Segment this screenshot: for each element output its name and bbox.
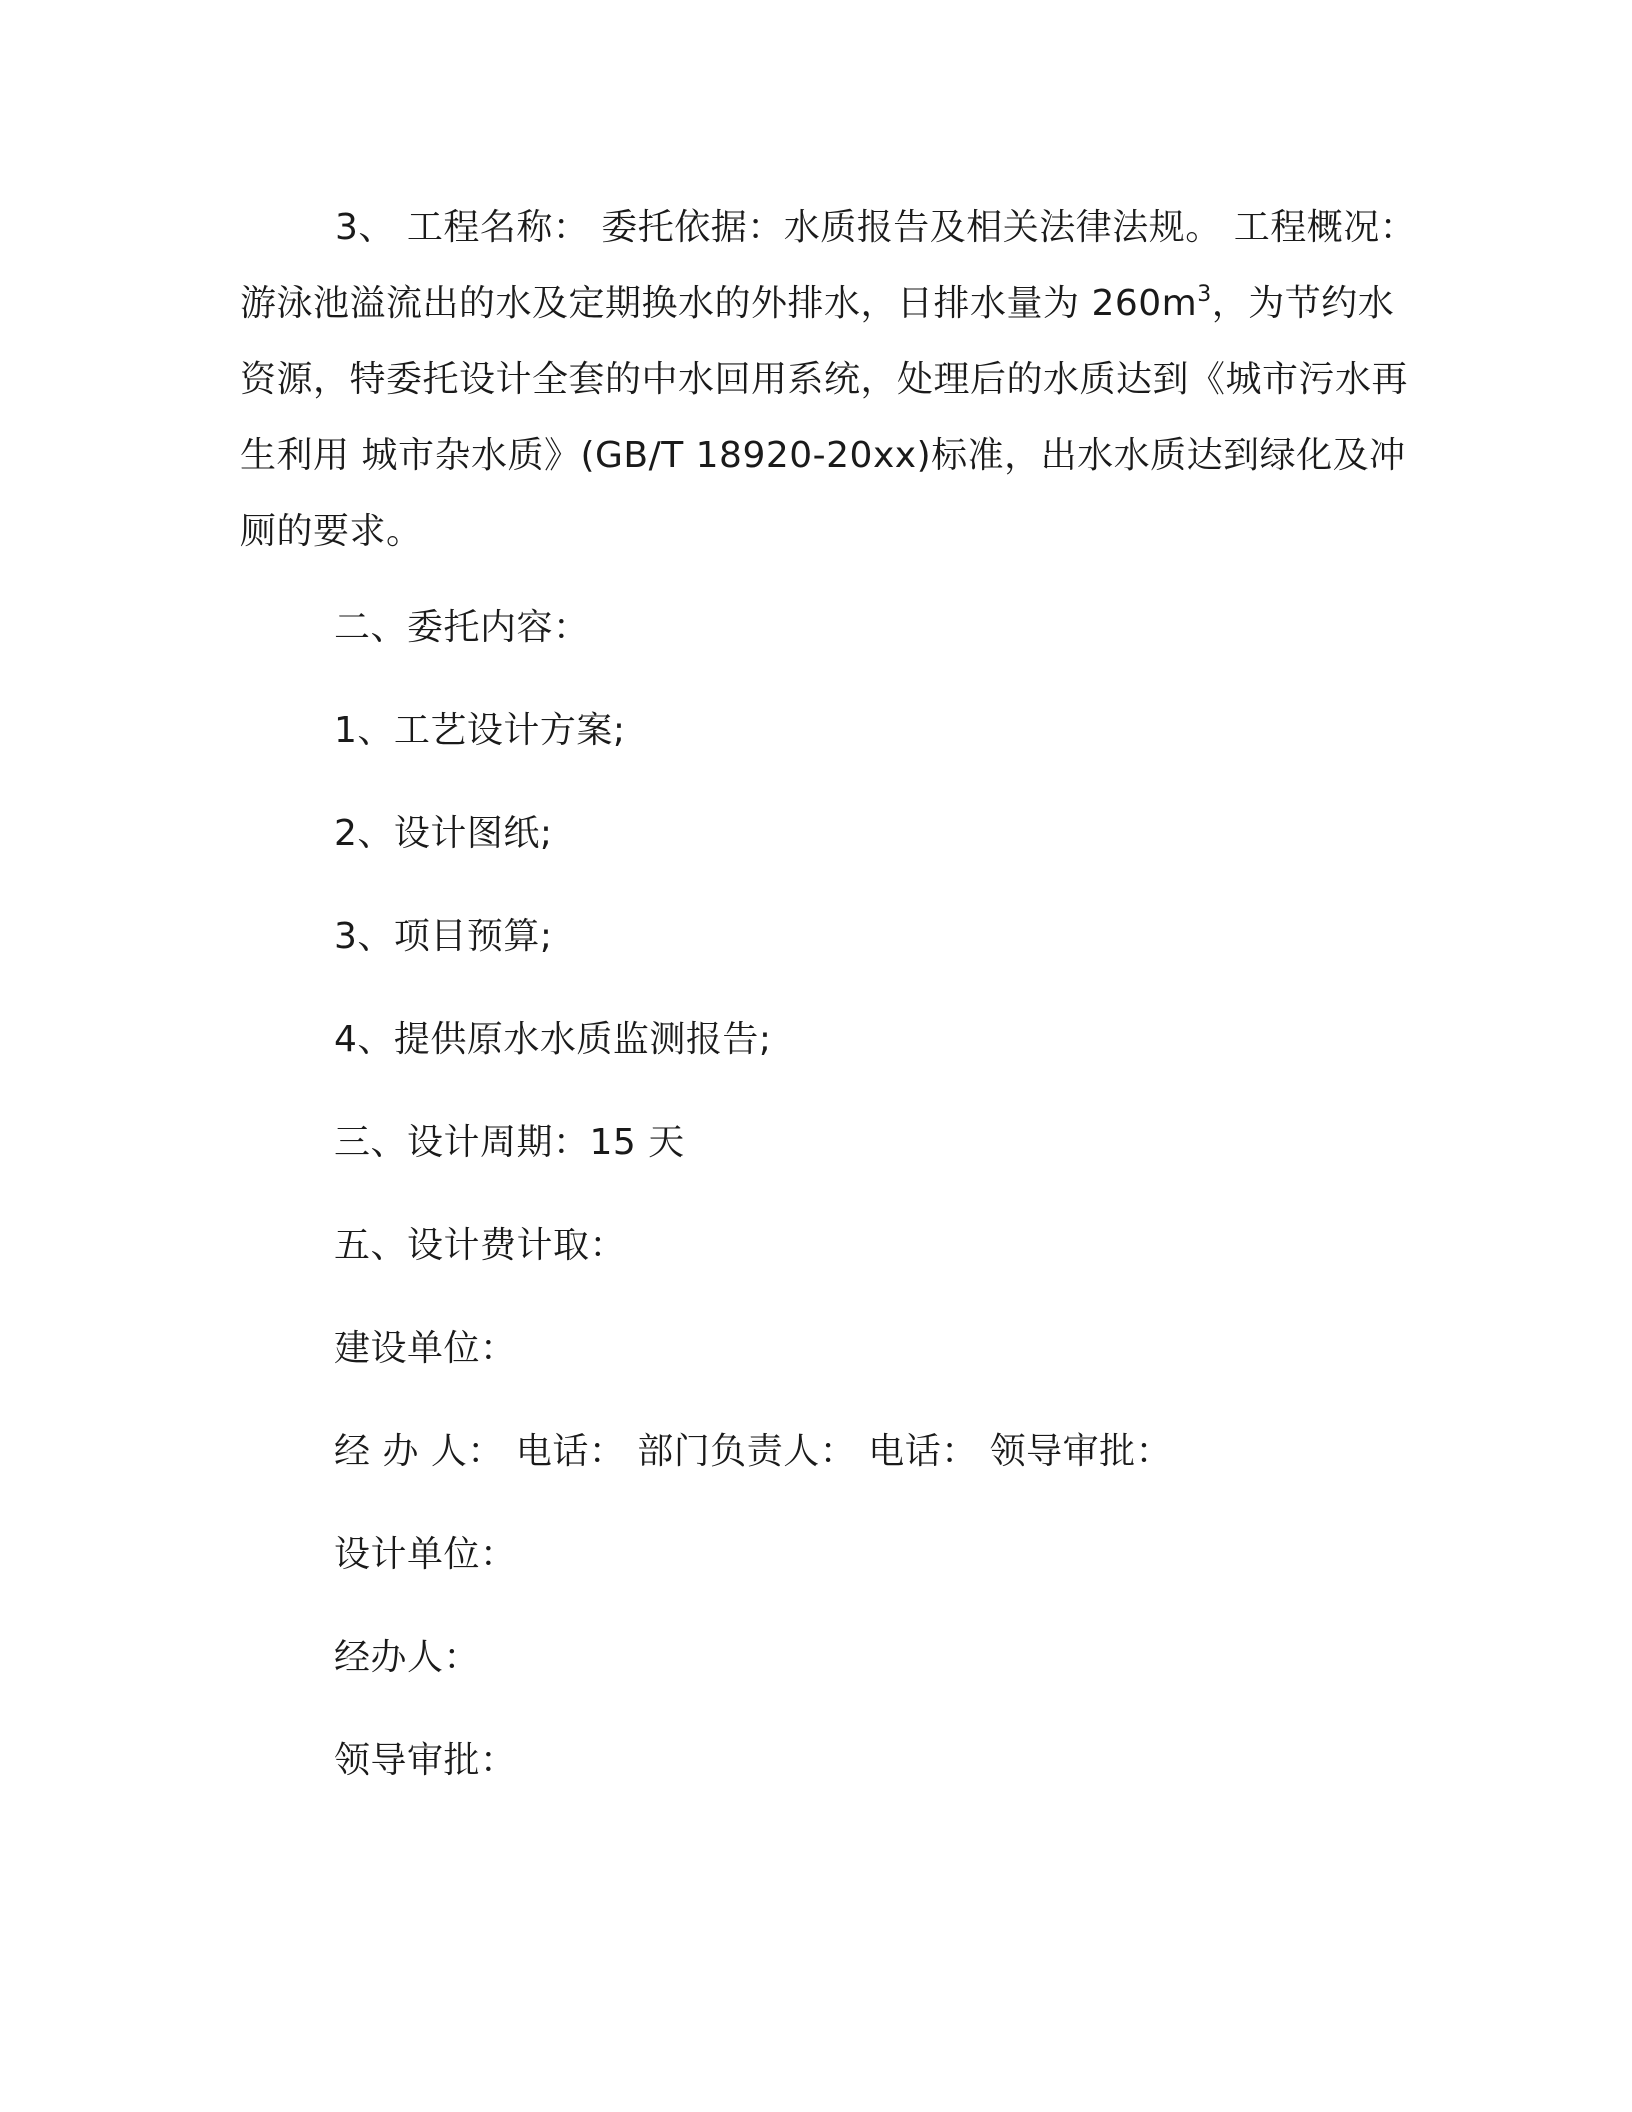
content-item-water-report: 4、提供原水水质监测报告; [334, 1019, 772, 1060]
client-unit-label: 建设单位： [334, 1328, 517, 1369]
design-unit-label: 设计单位： [334, 1534, 517, 1575]
section-design-fee: 五、设计费计取： [334, 1225, 627, 1266]
project-overview-paragraph [240, 190, 1420, 570]
overview-text-part1: 3、 工程名称： 委托依据：水质报告及相关法律法规。 工程概况：游泳池溢流出的水及定期换水的外排水，日排水量为 260m [240, 207, 1417, 324]
overview-superscript: 3 [1197, 282, 1212, 307]
content-item-process-design: 1、工艺设计方案; [334, 710, 626, 751]
content-item-budget: 3、项目预算; [334, 916, 553, 957]
handler-label: 经办人： [334, 1637, 481, 1678]
content-item-drawings: 2、设计图纸; [334, 813, 553, 854]
section-commission-content: 二、委托内容： [334, 607, 590, 648]
client-contacts-line: 经 办 人： 电话： 部门负责人： 电话： 领导审批： [334, 1431, 1173, 1472]
section-design-period: 三、设计周期：15 天 [334, 1122, 685, 1163]
overview-text-part2: ，为节约水资源，特委托设计全套的中水回用系统，处理后的水质达到《城市污水再生利用 城市杂水质》(GB/T 18920-20xx)标准，出水水质达到绿化及冲厕的要求。 [240, 283, 1409, 552]
approval-label: 领导审批： [334, 1740, 517, 1781]
